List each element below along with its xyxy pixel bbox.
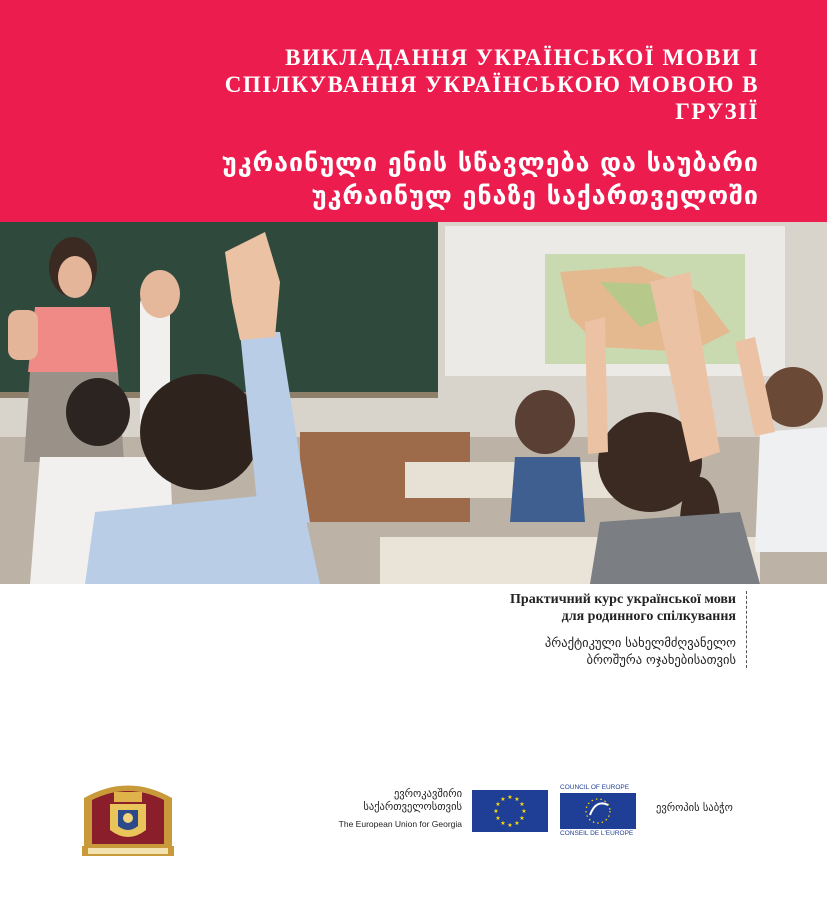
coat-of-arms-icon bbox=[74, 778, 182, 860]
svg-text:★: ★ bbox=[514, 820, 520, 827]
subtitle-ukrainian-line-2: для родинного спілкування bbox=[561, 609, 736, 624]
title-georgian-line-2: უკრაინულ ენაზე საქართველოში bbox=[311, 181, 759, 210]
title-ukrainian-line-3: ГРУЗІЇ bbox=[675, 99, 759, 124]
title-ukrainian bbox=[59, 44, 759, 125]
svg-text:★: ★ bbox=[514, 796, 520, 803]
coe-georgian-label: ევროპის საბჭო bbox=[656, 802, 733, 814]
eu-english-label: The European Union for Georgia bbox=[338, 819, 462, 829]
coe-english-label: COUNCIL OF EUROPE bbox=[560, 784, 630, 791]
subtitle-georgian bbox=[420, 634, 736, 668]
eu-flag-icon bbox=[472, 790, 548, 832]
title-ukrainian-line-2: СПІЛКУВАННЯ УКРАЇНСЬКОЮ МОВОЮ В bbox=[224, 72, 759, 97]
eu-flag-stars bbox=[472, 790, 548, 832]
council-of-europe-logo-icon bbox=[560, 784, 644, 840]
coe-french-label: CONSEIL DE L'EUROPE bbox=[560, 830, 634, 837]
subtitle-georgian-line-1: პრაქტიკული სახელმძღვანელო bbox=[544, 635, 736, 650]
subtitle-block bbox=[420, 591, 747, 668]
svg-text:★: ★ bbox=[493, 808, 499, 815]
svg-text:★: ★ bbox=[519, 815, 525, 822]
subtitle-ukrainian-line-1: Практичний курс української мови bbox=[510, 592, 736, 607]
eu-for-georgia-text bbox=[322, 788, 462, 830]
svg-text:★: ★ bbox=[507, 822, 513, 829]
classroom-photo bbox=[0, 222, 827, 584]
title-ukrainian-line-1: ВИКЛАДАННЯ УКРАЇНСЬКОЇ МОВИ І bbox=[285, 45, 759, 70]
svg-text:★: ★ bbox=[495, 815, 501, 822]
title-georgian-line-1: უკრაინული ენის სწავლება და საუბარი bbox=[221, 148, 759, 177]
svg-text:★: ★ bbox=[507, 794, 513, 801]
eu-georgian-line-2: საქართველოსთვის bbox=[363, 801, 462, 813]
svg-text:★: ★ bbox=[500, 796, 506, 803]
eu-georgian-line-1: ევროკავშირი bbox=[393, 788, 462, 800]
svg-text:★: ★ bbox=[519, 801, 525, 808]
coe-emblem bbox=[560, 793, 636, 829]
svg-text:★: ★ bbox=[495, 801, 501, 808]
footer-logos bbox=[0, 770, 827, 870]
svg-text:★: ★ bbox=[521, 808, 527, 815]
coe-emblem-graphic bbox=[560, 793, 636, 829]
title-georgian bbox=[39, 146, 759, 212]
subtitle-ukrainian bbox=[420, 591, 736, 625]
title-banner bbox=[0, 0, 827, 222]
subtitle-georgian-line-2: ბროშურა ოჯახებისათვის bbox=[586, 652, 736, 667]
classroom-illustration bbox=[0, 222, 827, 584]
svg-text:★: ★ bbox=[500, 820, 506, 827]
